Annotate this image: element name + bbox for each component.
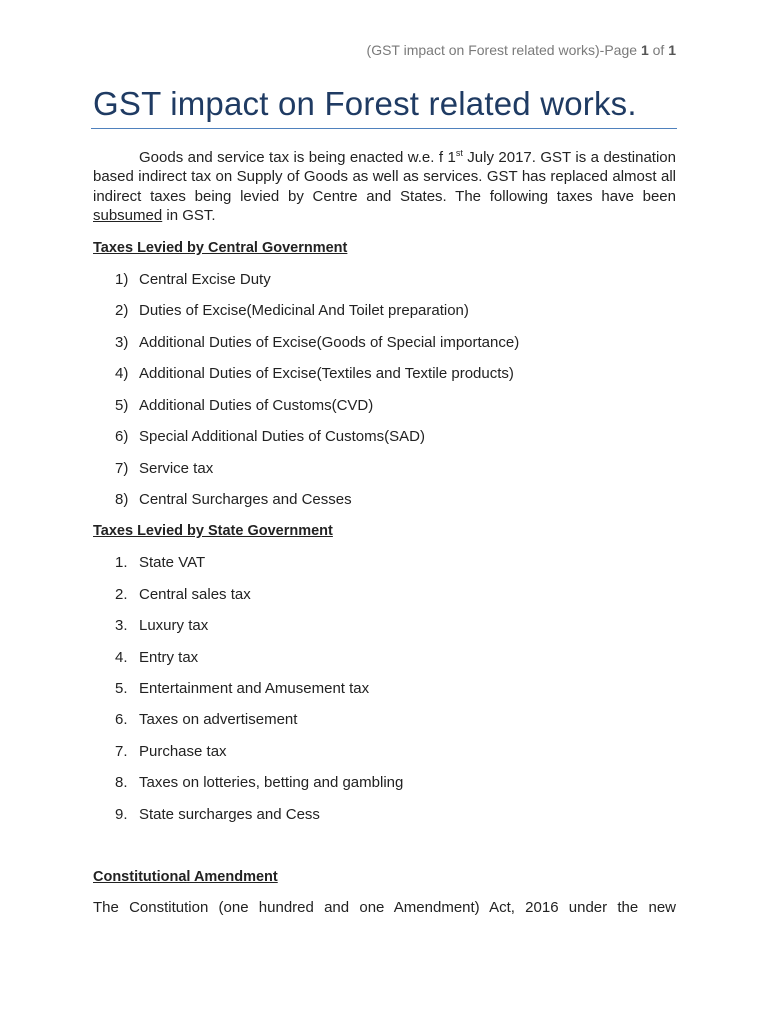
list-item-text: State surcharges and Cess [139,806,320,823]
list-item-text: Central Surcharges and Cesses [139,491,352,508]
central-list-item [115,491,352,508]
list-item-number: 2. [115,586,128,603]
list-item-text: Additional Duties of Excise(Goods of Special importance) [139,334,520,351]
central-taxes-heading: Taxes Levied by Central Government [93,240,348,256]
state-list-item [115,649,198,666]
intro-superscript: st [455,148,463,158]
list-item-number: 5. [115,680,128,697]
list-item-text: Additional Duties of Customs(CVD) [139,397,374,414]
list-item-text: Luxury tax [139,617,209,634]
document-title: GST impact on Forest related works. [93,85,637,122]
list-item-text: Entry tax [139,649,199,666]
list-item-text: Taxes on lotteries, betting and gambling [139,774,404,791]
state-list-item [115,554,205,571]
list-item-text: Service tax [139,460,214,477]
list-item-number: 7) [115,460,129,477]
intro-underlined-word: subsumed [93,206,163,224]
central-list-item [115,271,271,288]
list-item-number: 1. [115,554,128,571]
central-list-item [115,460,213,477]
central-list-item [115,397,373,414]
list-item-number: 9. [115,806,128,823]
list-item-text: Central sales tax [139,586,251,603]
title-underline-rule [91,128,677,129]
state-list-item [115,586,251,603]
list-item-number: 8) [115,491,129,508]
list-item-number: 7. [115,743,128,760]
state-list-item [115,617,208,634]
list-item-number: 8. [115,774,128,791]
list-item-text: Central Excise Duty [139,271,271,288]
header-page-total: 1 [668,42,676,58]
intro-paragraph [93,148,676,225]
central-list-item [115,428,425,445]
state-list-item [115,680,369,697]
list-item-text: Additional Duties of Excise(Textiles and Textile products) [139,365,514,382]
list-item-number: 6) [115,428,129,445]
central-list-item [115,365,514,382]
list-item-number: 4) [115,365,129,382]
list-item-number: 3) [115,334,129,351]
page-header [367,42,676,58]
list-item-number: 4. [115,649,128,666]
intro-text-part3: in GST. [162,206,216,224]
list-item-number: 1) [115,271,129,288]
list-item-text: Taxes on advertisement [139,711,298,728]
state-list-item [115,774,403,791]
state-list-item [115,743,227,760]
list-item-number: 3. [115,617,128,634]
state-taxes-heading: Taxes Levied by State Government [93,523,333,539]
state-list-item [115,806,320,823]
list-item-text: State VAT [139,554,206,571]
amendment-paragraph: The Constitution (one hundred and one Amendment) Act, 2016 under the new [93,899,676,916]
header-prefix: (GST impact on Forest related works)-Page [366,42,641,58]
constitutional-amendment-heading: Constitutional Amendment [93,869,278,885]
list-item-number: 2) [115,302,129,319]
list-item-text: Special Additional Duties of Customs(SAD) [139,428,425,445]
central-list-item [115,334,519,351]
intro-text-part2: July 2017. GST is a destination based indirect tax on Supply of Goods as well as services. GST has replaced almost all indirect taxes being levied by Centre and States. The following taxes have been [93,149,676,205]
list-item-text: Entertainment and Amusement tax [139,680,370,697]
header-page-number: 1 [640,42,649,58]
list-item-number: 5) [115,397,129,414]
header-of: of [648,42,669,58]
intro-text-part1: Goods and service tax is being enacted w.e. f 1 [139,149,456,166]
list-item-text: Purchase tax [139,743,227,760]
list-item-text: Duties of Excise(Medicinal And Toilet preparation) [139,302,469,319]
list-item-number: 6. [115,711,128,728]
central-list-item [115,302,469,319]
state-list-item [115,711,297,728]
